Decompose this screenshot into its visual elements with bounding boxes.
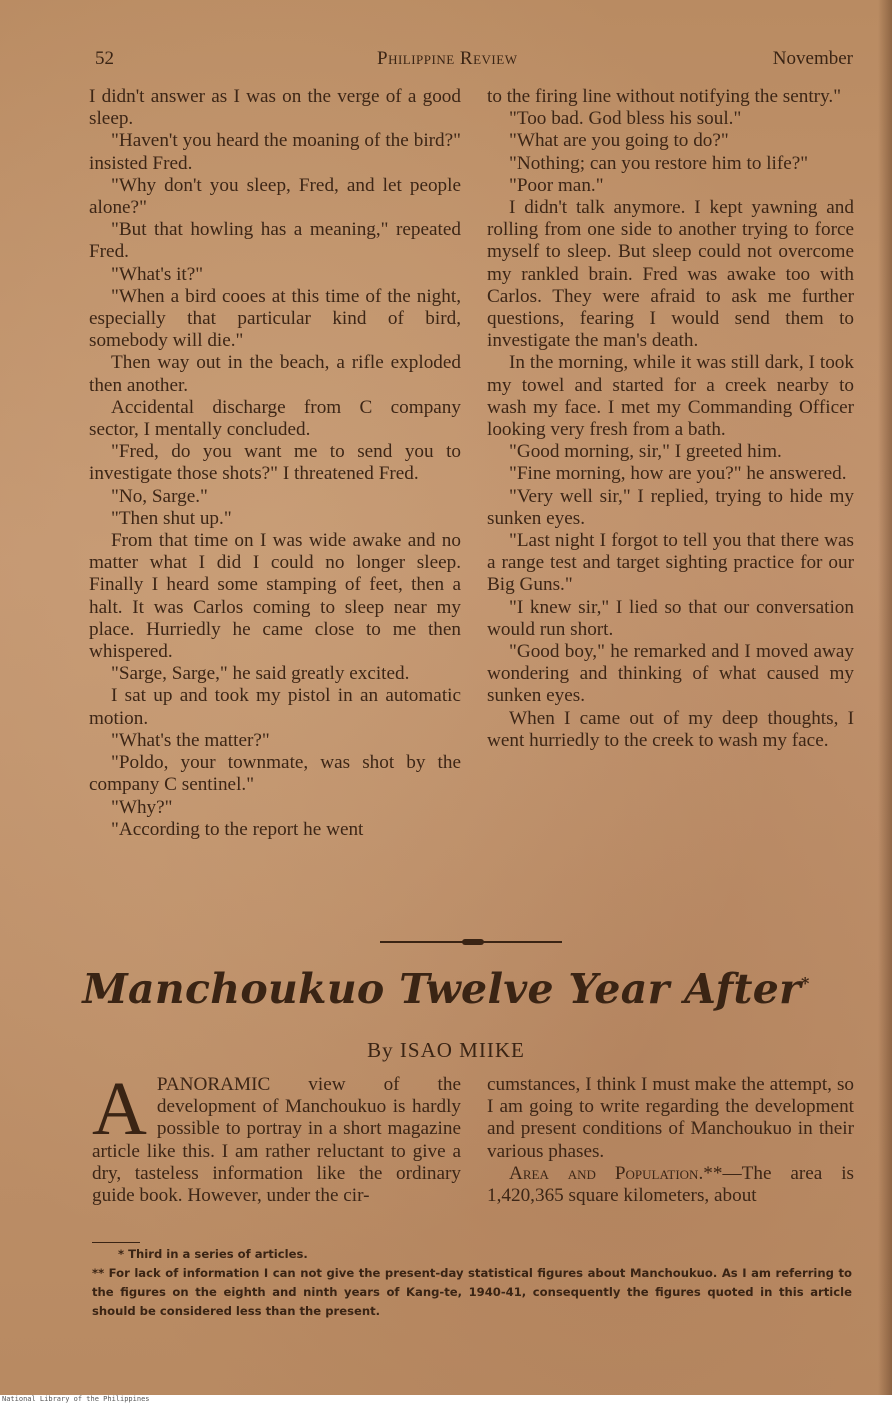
- title-footnote-mark: *: [800, 973, 810, 993]
- article-right-column: [487, 1074, 854, 1207]
- paragraph: "What's the matter?": [111, 729, 270, 751]
- article-byline: By ISAO MIIKE: [367, 1038, 525, 1062]
- paragraph: "According to the report he went: [111, 818, 364, 840]
- footnote-first: * Third in a series of articles.: [118, 1247, 308, 1261]
- divider-ornament: [462, 939, 484, 945]
- paragraph: "Haven't you heard the moaning of the bird?" insisted Fred.: [89, 130, 461, 174]
- page-number: 52: [95, 48, 114, 69]
- paragraph: Then way out in the beach, a rifle exploded then another.: [89, 352, 461, 396]
- story-left-column: [89, 86, 461, 841]
- paragraph: "I knew sir," I lied so that our conversation would run short.: [487, 596, 854, 640]
- page-header: [95, 48, 853, 74]
- article-intro-text: PANORAMIC view of the development of Manchoukuo is hardly possible to portray in a short magazine article like this. I am rather reluctant to give a dry, tasteless information like the ordinary guide book. However, under the cir-: [92, 1074, 461, 1207]
- paragraph: "Nothing; can you restore him to life?": [509, 152, 809, 174]
- article-left-column: [92, 1067, 461, 1207]
- section-heading: Area and Population.**: [509, 1162, 723, 1184]
- issue-month: November: [772, 48, 853, 69]
- paragraph: From that time on I was wide awake and no matter what I did I could no longer sleep. Finally I heard some stamping of feet, then a halt. It was Carlos coming to sleep near my place. Hurriedly he came close to me then whispered.: [89, 530, 461, 663]
- article-paragraph: cumstances, I think I must make the attempt, so I am going to write regarding the development and present conditions of Manchoukuo in their various phases.: [487, 1074, 854, 1162]
- article-paragraph: [487, 1163, 854, 1207]
- paragraph: "Why don't you sleep, Fred, and let people alone?": [89, 174, 461, 219]
- paragraph: "Sarge, Sarge," he said greatly excited.: [111, 663, 410, 685]
- library-watermark: National Library of the Philippines: [2, 1395, 150, 1403]
- footnotes: [92, 1242, 852, 1321]
- paragraph: Accidental discharge from C company sector, I mentally concluded.: [89, 396, 461, 441]
- story-right-column: [487, 86, 854, 752]
- footnote-second: ** For lack of information I can not give the present-day statistical figures about Manchoukuo. As I am referring to the figures on the eighth and ninth years of Kang-te, 1940-41, consequently the figures quoted in this article should be considered less than the present.: [92, 1266, 852, 1318]
- paragraph: In the morning, while it was still dark, I took my towel and started for a creek nearby to wash my face. I met my Commanding Officer looking very fresh from a bath.: [487, 352, 854, 441]
- paragraph: "What's it?": [111, 263, 204, 285]
- article-title: [0, 965, 892, 1013]
- paragraph: "Fine morning, how are you?" he answered.: [509, 463, 847, 485]
- paragraph: "Good boy," he remarked and I moved away wondering and thinking of what caused my sunken eyes.: [487, 641, 854, 707]
- paragraph: "Why?": [111, 796, 173, 818]
- paragraph: "Good morning, sir," I greeted him.: [509, 441, 782, 463]
- paragraph: "Last night I forgot to tell you that there was a range test and target sighting practice for our Big Guns.": [487, 530, 854, 596]
- paragraph: "Too bad. God bless his soul.": [509, 108, 742, 130]
- paragraph: I sat up and took my pistol in an automatic motion.: [89, 685, 461, 729]
- paragraph: "No, Sarge.": [111, 485, 208, 507]
- publication-title: Philippine Review: [377, 48, 518, 69]
- paragraph: "Poldo, your townmate, was shot by the company C sentinel.": [89, 752, 461, 796]
- page-edge-shadow: [878, 0, 892, 1395]
- article-intro-paragraph: [92, 1067, 461, 1207]
- drop-cap: A: [92, 1067, 147, 1151]
- paragraph: "What are you going to do?": [509, 130, 729, 152]
- paragraph: to the firing line without notifying the sentry.": [487, 86, 842, 107]
- section-divider: [380, 940, 562, 944]
- paragraph: "Poor man.": [509, 174, 604, 196]
- article-title-text: Manchoukuo Twelve Year After: [82, 965, 801, 1013]
- paragraph: When I came out of my deep thoughts, I went hurriedly to the creek to wash my face.: [487, 707, 854, 751]
- section-text: —The area is 1,420,365 square kilometers, about: [487, 1162, 854, 1207]
- paragraph: I didn't talk anymore. I kept yawning and rolling from one side to another trying to force myself to sleep. But sleep could not overcome my rankled brain. Fred was awake too with Carlos. They were afraid to ask me further questions, fearing I would send them to investigate the man's death.: [487, 197, 854, 352]
- paragraph: "When a bird cooes at this time of the night, especially that particular kind of bird, somebody will die.": [89, 285, 461, 352]
- paragraph: "Fred, do you want me to send you to investigate those shots?" I threatened Fred.: [89, 441, 461, 485]
- paragraph: "Then shut up.": [111, 507, 232, 529]
- footnote-rule: [92, 1242, 140, 1243]
- paragraph: "But that howling has a meaning," repeated Fred.: [89, 219, 461, 263]
- paragraph: "Very well sir," I replied, trying to hide my sunken eyes.: [487, 485, 854, 529]
- paragraph: I didn't answer as I was on the verge of a good sleep.: [89, 86, 461, 130]
